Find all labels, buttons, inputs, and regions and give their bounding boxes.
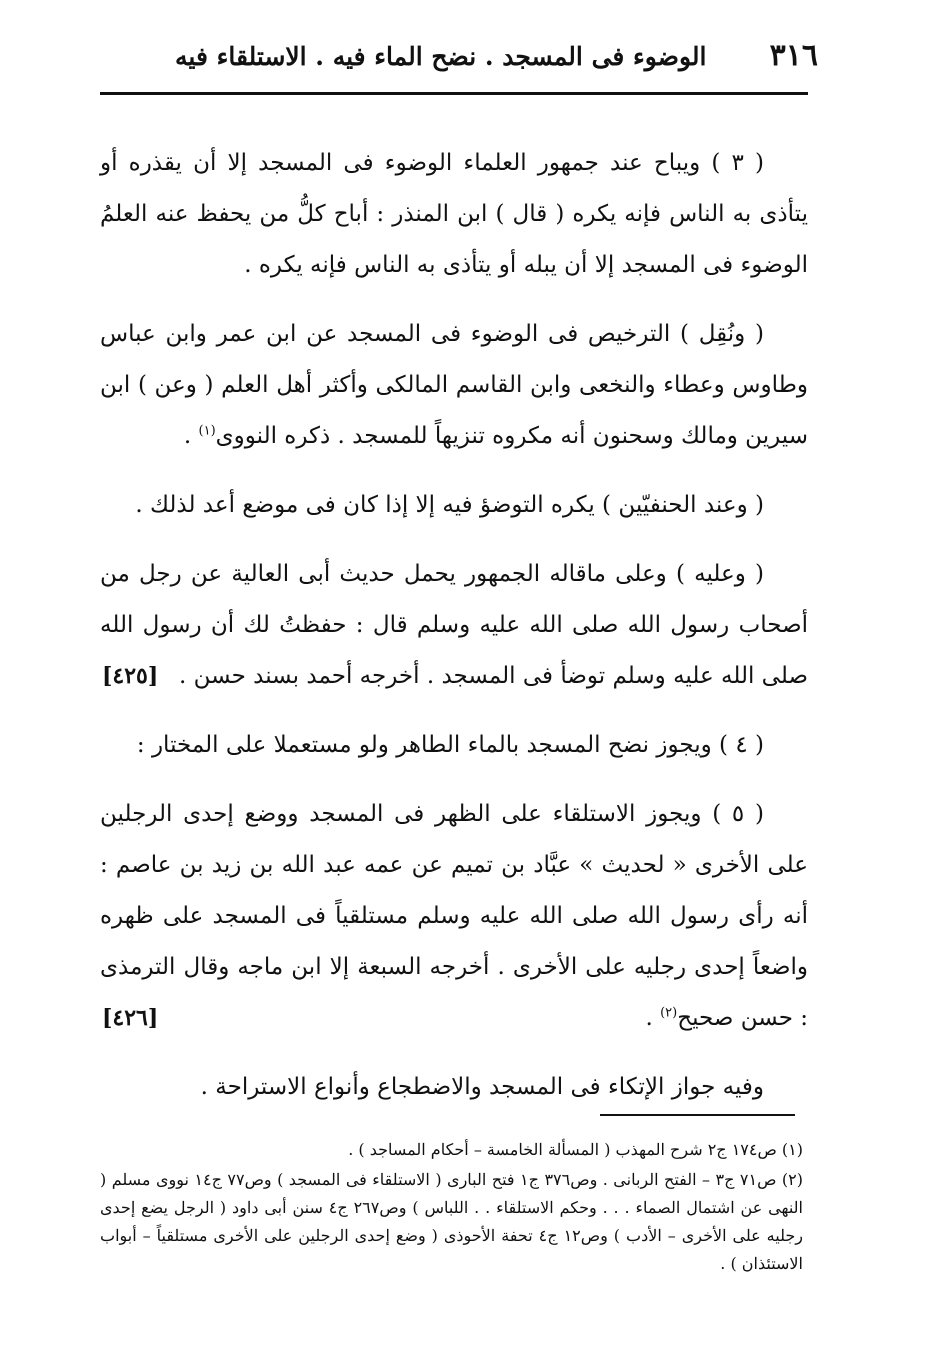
footnotes: [100, 1136, 803, 1280]
paragraph-reclining: [100, 1062, 808, 1113]
footnote-rule: [600, 1114, 795, 1116]
paragraph-hadith-abu-aliya: [100, 549, 808, 702]
paragraph-text: وفيه جواز الإتكاء فى المسجد والاضطجاع وأنواع الاستراحة .: [200, 1074, 764, 1100]
footnote-2: (٢) ص٧١ ج٣ – الفتح الربانى . وص٣٧٦ ج١ فتح البارى ( الاستلقاء فى المسجد ) وص٧٧ ج١٤ نووى مسلم ( النهى عن اشتمال الصماء . . . وحكم الاستلقاء . . اللباس ) وص٢٦٧ ج٤ سنن أبى داود ( الرجل يضع إحدى رجليه على الأخرى – الأدب ) وص١٢ ج٤ تحفة الأحوذى ( وضع إحدى الرجلين على الأخرى مستلقياً – أبواب الاستئذان ) .: [100, 1170, 804, 1273]
footnote-marker: (١): [198, 423, 216, 439]
paragraph-text: ( ٤ ) ويجوز نضح المسجد بالماء الطاهر ولو مستعملا على المختار :: [136, 732, 764, 758]
paragraph-ablution-permitted: [100, 138, 808, 291]
footnote-1: (١) ص١٧٤ ج٢ شرح المهذب ( المسألة الخامسة – أحكام المساجد ) .: [348, 1140, 803, 1159]
page-number: ٣١٦: [769, 38, 818, 73]
page-header: [100, 38, 818, 78]
paragraph-text: ( وعليه ) وعلى ماقاله الجمهور يحمل حديث أبى العالية عن رجل من أصحاب رسول الله صلى الله عليه وسلم قال : حفظتُ لك أن رسول الله صلى الله عليه وسلم توضأ فى المسجد . أخرجه أحمد بسند حسن .: [100, 561, 808, 689]
hadith-reference-number: [٤٢٦]: [102, 1005, 159, 1031]
paragraph-text: ( ٥ ) ويجوز الاستلقاء على الظهر فى المسجد ووضع إحدى الرجلين على الأخرى « لحديث » عبَّاد بن تميم عن عمه عبد الله بن زيد بن عاصم : أنه رأى رسول الله صلى الله عليه وسلم مستلقياً فى المسجد على ظهره واضعاً إحدى رجليه على الأخرى . أخرجه السبعة إلا ابن ماجه وقال الترمذى : حسن صحيح: [100, 801, 808, 1031]
paragraph-text: ( وعند الحنفيّين ) يكره التوضؤ فيه إلا إذا كان فى موضع أعد لذلك .: [135, 492, 764, 518]
paragraph-hanafi-view: [100, 480, 808, 531]
paragraph-text: ( ونُقِل ) الترخيص فى الوضوء فى المسجد عن ابن عمر وابن عباس وطاوس وعطاء والنخعى وابن القاسم المالكى وأكثر أهل العلم ( وعن ) ابن سيرين ومالك وسحنون أنه مكروه تنزيهاً للمسجد . ذكره النووى: [100, 321, 808, 449]
main-text: [100, 138, 808, 1113]
header-rule: [100, 92, 808, 95]
running-title: الوضوء فى المسجد . نضح الماء فيه . الاستلقاء فيه: [175, 42, 707, 71]
hadith-reference-number: [٤٢٥]: [102, 663, 159, 689]
paragraph-sprinkling-water: [100, 720, 808, 771]
paragraph-ablution-transmitted: [100, 309, 808, 462]
paragraph-text-end: .: [645, 1005, 661, 1031]
paragraph-lying-on-back: [100, 789, 808, 1044]
footnote-marker: (٢): [660, 1005, 678, 1021]
paragraph-text-end: .: [183, 423, 199, 449]
paragraph-text: ( ٣ ) ويباح عند جمهور العلماء الوضوء فى المسجد إلا أن يقذره أو يتأذى به الناس فإنه يكره ( قال ) ابن المنذر : أباح كلُّ من يحفظ عنه العلمُ الوضوء فى المسجد إلا أن يبله أو يتأذى به الناس فإنه يكره .: [100, 150, 808, 278]
